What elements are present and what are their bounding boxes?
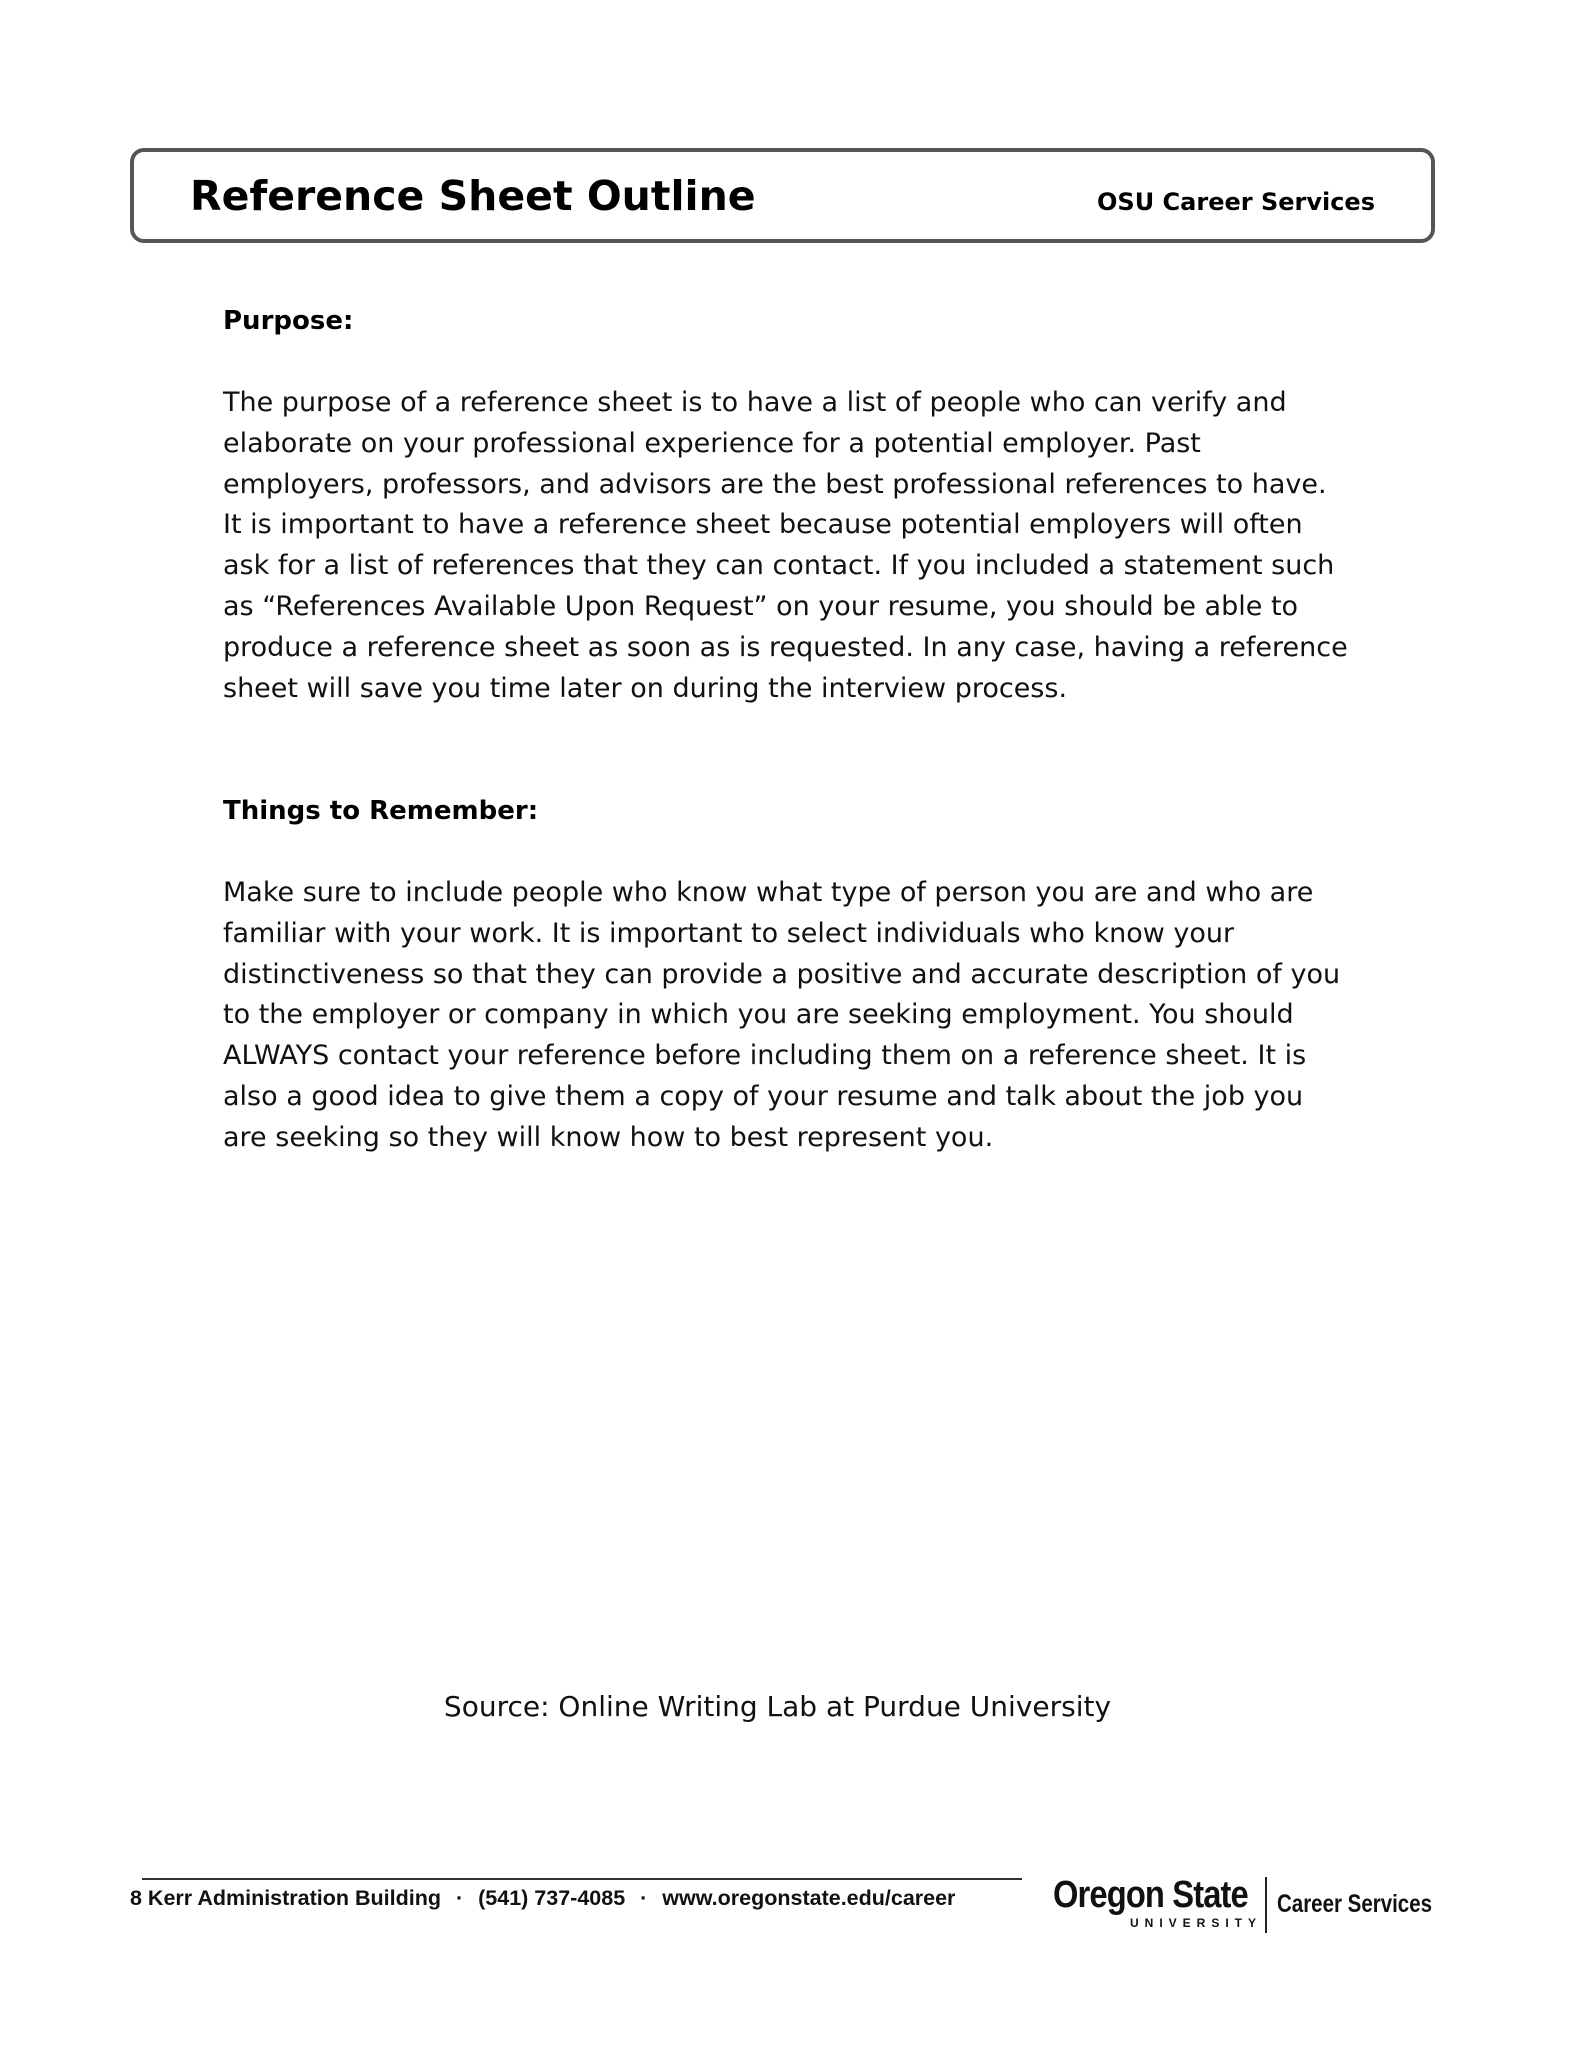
source-citation: Source: Online Writing Lab at Purdue University — [443, 1690, 1112, 1723]
oregon-state-career-services-logo — [1053, 1873, 1433, 1943]
things-to-remember-section — [223, 795, 1353, 1159]
footer-phone: (541) 737-4085 — [478, 1886, 626, 1910]
purpose-section — [223, 305, 1353, 709]
organization-name: OSU Career Services — [1097, 188, 1375, 216]
footer-divider — [142, 1878, 1022, 1880]
things-to-remember-paragraph: Make sure to include people who know what type of person you are and who are familiar with your work. It is important to select individuals who know your distinctiveness so that they can provide a positive and accurate description of you to the employer or company in which you are seeking employment. You should ALWAYS contact your reference before including them on a reference sheet. It is also a good idea to give them a copy of your resume and talk about the job you are seeking so they will know how to best represent you. — [223, 877, 1341, 1153]
footer-separator: · — [455, 1886, 464, 1910]
logo-department-name: Career Services — [1277, 1890, 1433, 1918]
footer-website-link[interactable]: www.oregonstate.edu/career — [662, 1886, 956, 1910]
things-to-remember-heading: Things to Remember: — [223, 796, 539, 826]
purpose-heading: Purpose: — [223, 306, 354, 336]
purpose-paragraph: The purpose of a reference sheet is to have a list of people who can verify and elaborate on your professional experience for a potential employer. Past employers, professors, and advisors are the best professional references to have. It is important to have a reference sheet because potential employers will often ask for a list of references that they can contact. If you included a statement such as “References Available Upon Request” on your resume, you should be able to produce a reference sheet as soon as is requested. In any case, having a reference sheet will save you time later on during the interview process. — [223, 387, 1348, 704]
document-title: Reference Sheet Outline — [190, 172, 756, 220]
footer-address: 8 Kerr Administration Building — [130, 1886, 441, 1910]
footer-separator: · — [640, 1886, 648, 1910]
logo-university-subtitle: UNIVERSITY — [1130, 1916, 1263, 1930]
logo-divider — [1265, 1877, 1267, 1933]
document-header — [130, 148, 1435, 243]
footer-contact — [130, 1884, 955, 1912]
logo-university-name: Oregon State — [1053, 1874, 1248, 1916]
